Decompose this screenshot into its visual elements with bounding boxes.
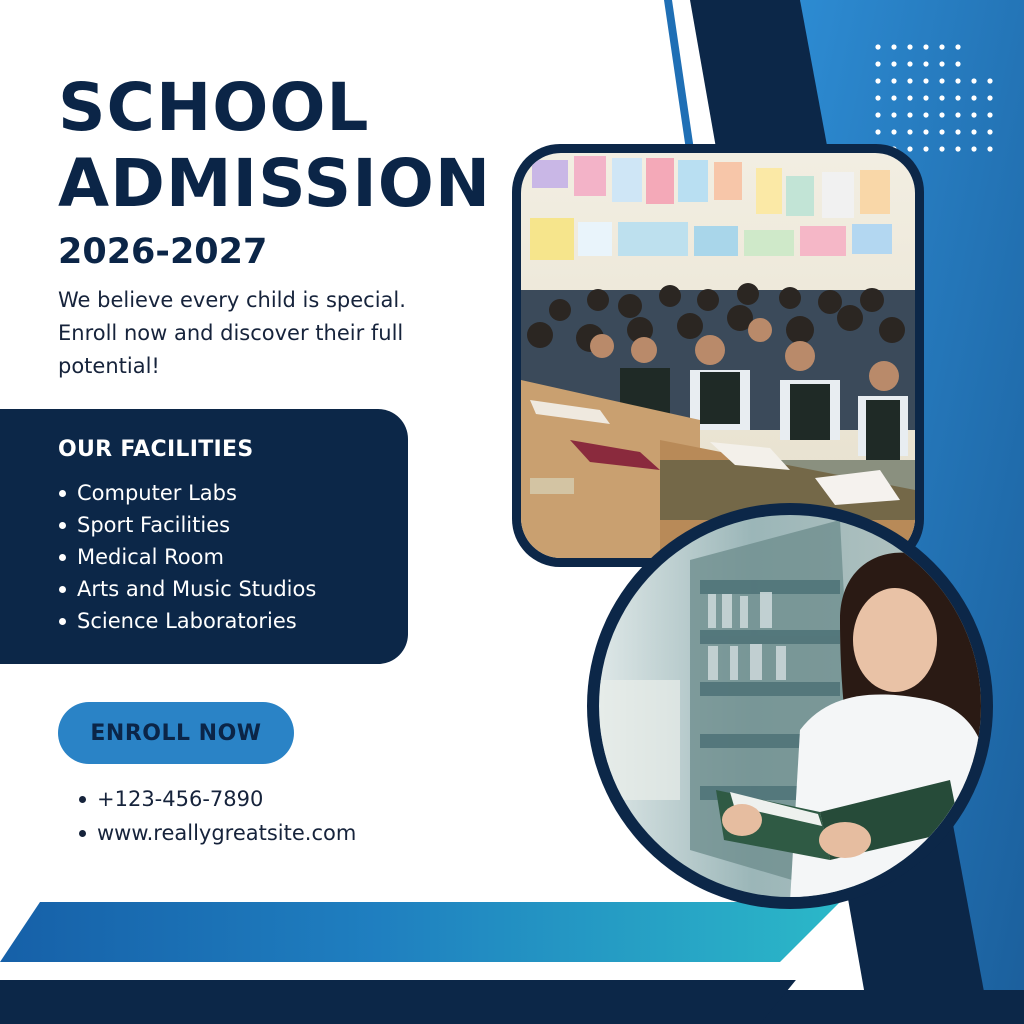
facilities-panel <box>0 409 408 664</box>
enroll-now-button[interactable]: ENROLL NOW <box>58 702 294 764</box>
page-title <box>58 70 491 222</box>
phone-number: +123-456-7890 <box>97 782 356 816</box>
title-line-admission: ADMISSION <box>58 145 492 222</box>
title-line-school: SCHOOL <box>58 69 370 146</box>
facility-item: Arts and Music Studios <box>77 573 408 605</box>
facility-item: Medical Room <box>77 541 408 573</box>
facilities-list <box>58 477 408 637</box>
facilities-heading: OUR FACILITIES <box>58 437 254 462</box>
facility-item: Science Laboratories <box>77 605 408 637</box>
tagline-text: We believe every child is special. Enroll now and discover their full potential! <box>58 288 406 378</box>
facility-item: Sport Facilities <box>77 509 408 541</box>
facility-item: Computer Labs <box>77 477 408 509</box>
academic-year: 2026-2027 <box>58 232 268 272</box>
website-link[interactable]: www.reallygreatsite.com <box>97 821 357 845</box>
contact-list <box>78 782 356 850</box>
website-item <box>97 816 356 850</box>
